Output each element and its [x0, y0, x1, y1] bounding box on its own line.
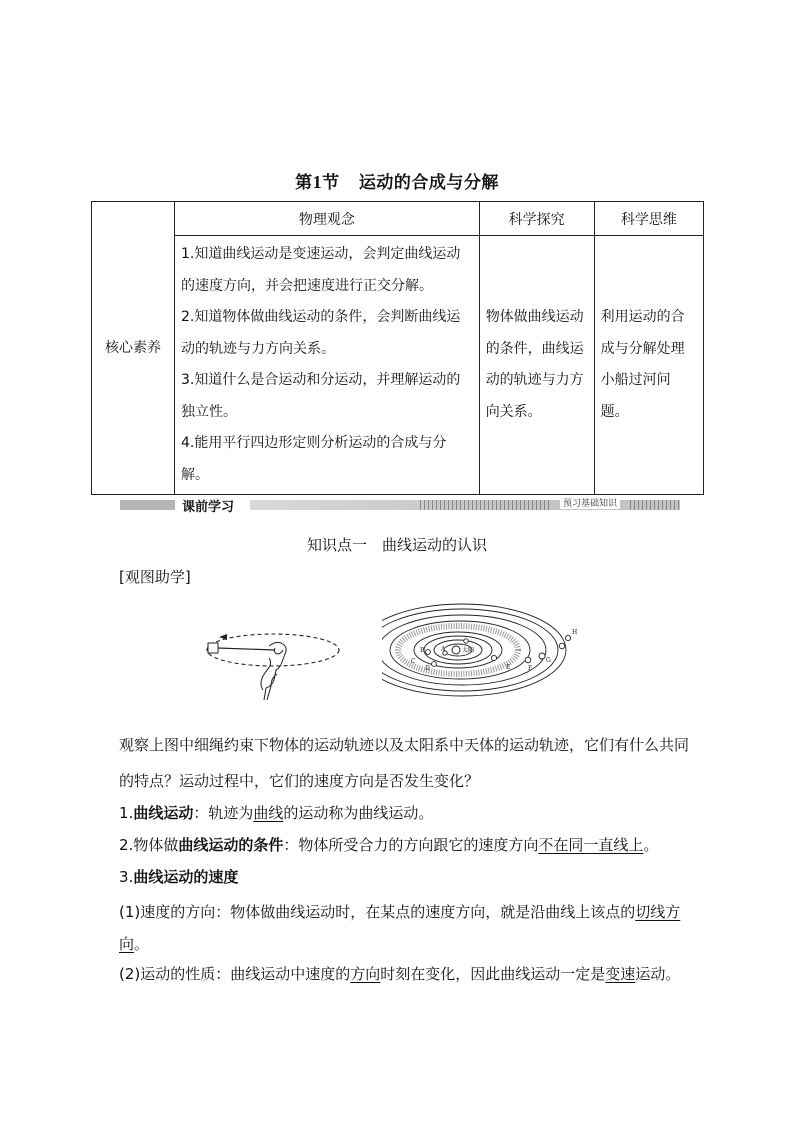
svg-text:B: B	[420, 647, 425, 654]
solar-system-figure	[382, 592, 592, 710]
sun-label: 太阳	[462, 647, 475, 654]
string-line	[218, 648, 275, 650]
physics-concept-item: 4.能用平行四边形定则分析运动的合成与分解。	[180, 435, 447, 483]
item-3: 3.曲线运动的速度	[119, 868, 239, 886]
banner-bar-left	[120, 500, 175, 510]
header-science-inquiry: 科学探究	[479, 202, 594, 236]
header-physics-concepts: 物理观念	[174, 202, 479, 236]
physics-concept-item: 3.知道什么是合运动和分运动，并理解运动的独立性。	[180, 372, 461, 420]
physics-concepts-cell	[174, 236, 479, 495]
fill-blank: 变速	[605, 965, 636, 983]
banner-stripes	[420, 500, 550, 510]
item-2: 2.物体做曲线运动的条件：物体所受合力的方向跟它的速度方向不在同一直线上。	[119, 836, 659, 854]
item-3-1: (1)速度的方向：物体做曲线运动时，在某点的速度方向，就是沿曲线上该点的切线方向。	[119, 903, 681, 953]
guide-label: [观图助学]	[119, 568, 191, 586]
knowledge-point-title: 知识点一 曲线运动的认识	[306, 536, 487, 554]
string-circular-motion-figure	[205, 628, 355, 708]
svg-text:D: D	[425, 665, 430, 672]
svg-text:C: C	[411, 658, 416, 665]
physics-concept-item: 2.知道物体做曲线运动的条件，会判断曲线运动的轨迹与力方向关系。	[180, 309, 461, 357]
item-3-2: (2)运动的性质：曲线运动中速度的方向时刻在变化，因此曲线运动一定是变速运动。	[119, 965, 681, 983]
term-condition: 曲线运动的条件	[178, 836, 284, 854]
term-curvilinear-motion: 曲线运动	[133, 804, 194, 822]
sun-icon	[452, 646, 460, 654]
banner-right-text: 预习基础知识	[560, 496, 620, 509]
svg-text:E: E	[506, 664, 511, 671]
banner-label: 课前学习	[182, 500, 235, 515]
science-thinking-cell: 利用运动的合成与分解处理小船过河问题。	[594, 236, 703, 495]
fill-blank: 切线方向	[119, 903, 681, 953]
banner-end-stripes	[630, 500, 680, 510]
science-inquiry-cell: 物体做曲线运动的条件，曲线运动的轨迹与力方向关系。	[479, 236, 594, 495]
swung-object	[208, 643, 218, 653]
term-velocity: 曲线运动的速度	[133, 868, 239, 886]
question-paragraph: 观察上图中细绳约束下物体的运动轨迹以及太阳系中天体的运动轨迹，它们有什么共同的特点？运动过程中，它们的速度方向是否发生变化？	[119, 736, 690, 790]
header-science-thinking: 科学思维	[594, 202, 703, 236]
item-1: 1.曲线运动：轨迹为曲线的运动称为曲线运动。	[119, 804, 434, 822]
fill-blank: 不在同一直线上	[538, 836, 644, 854]
fill-blank: 曲线	[253, 804, 284, 822]
page-title: 第1节 运动的合成与分解	[295, 172, 499, 193]
core-literacy-table	[91, 201, 704, 495]
hand-icon	[261, 642, 286, 700]
row-label-core-literacy: 核心素养	[92, 202, 175, 495]
svg-text:F: F	[528, 665, 533, 672]
fill-blank: 方向	[350, 965, 381, 983]
section-banner	[120, 496, 680, 514]
svg-text:H: H	[572, 629, 578, 636]
svg-text:A: A	[441, 646, 446, 653]
physics-concept-item: 1.知道曲线运动是变速运动，会判定曲线运动的速度方向，并会把速度进行正交分解。	[180, 246, 461, 294]
svg-text:G: G	[546, 657, 551, 664]
section-name: 运动的合成与分解	[358, 173, 499, 193]
